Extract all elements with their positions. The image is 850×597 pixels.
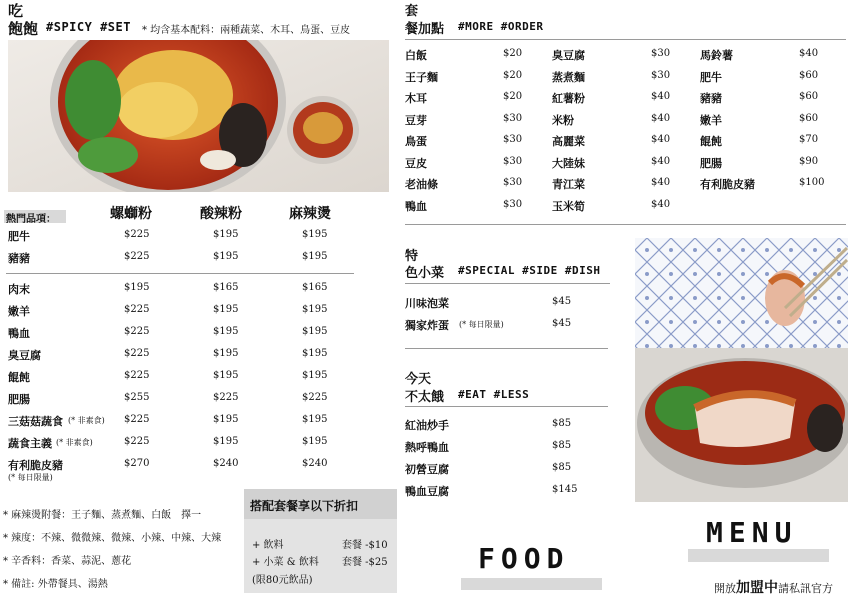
item-price: $195 [213,326,239,337]
less-title-2: 不太餓 [405,390,445,405]
combo-row-drink-value: 套餐 -$10 [342,540,388,551]
addon-price: $40 [651,155,671,167]
addon-name: 餛飩 [700,135,722,148]
addon-name: 肥牛 [700,70,722,84]
franchise-post: 請私訊官方 [778,582,833,595]
col-header-malatang: 麻辣燙 [289,206,331,222]
addon-tags: #MORE #ORDER [458,20,544,33]
less-tags: #EAT #LESS [458,388,530,401]
item-price: $225 [124,436,150,447]
special-title-1: 特 [405,249,419,264]
combo-note: (限80元飲品) [252,575,313,586]
franchise-highlight: 加盟中 [736,580,778,596]
item-price: $195 [302,229,328,240]
item-price: $225 [124,229,150,240]
addon-price: $20 [503,69,523,81]
less-rule [405,406,608,407]
item-price: $240 [302,458,328,469]
item-price: $225 [213,392,239,403]
addon-name: 豬豬 [700,92,722,105]
item-price: $225 [124,326,150,337]
item-note: (* 非素食) [56,438,93,447]
special-price: $45 [552,296,572,307]
special-note: (* 每日限量) [459,320,504,329]
item-price: $225 [124,370,150,381]
addon-price: $40 [651,198,671,210]
item-price: $270 [124,458,150,469]
addon-name: 大陸妹 [552,156,585,170]
eat-tags: #SPICY #SET [46,20,131,34]
item-price: $195 [213,304,239,315]
item-price: $165 [302,282,328,293]
item-price: $195 [213,436,239,447]
addon-price: $20 [503,48,523,59]
table-divider [6,273,354,274]
special-name: 獨家炸蛋 [405,319,449,332]
less-name: 鴨血豆腐 [405,485,449,498]
eat-title-1: 吃 [8,2,24,20]
col-header-suanlafen: 酸辣粉 [200,206,242,222]
combo-row-drink-label: + 飲料 [252,540,284,551]
addon-name: 白飯 [405,49,427,62]
addon-name: 老油條 [405,178,438,191]
item-name: 肥牛 [8,230,30,243]
addon-top-rule [405,39,846,40]
less-title-1: 今天 [405,372,432,387]
addon-price: $40 [651,177,671,188]
addon-price: $100 [799,177,825,188]
special-name: 川味泡菜 [405,297,449,310]
addon-price: $60 [799,69,819,81]
item-price: $225 [124,414,150,425]
less-name: 紅油炒手 [405,419,449,432]
noodle-bowl-photo [8,40,389,192]
franchise-pre: 開放 [714,582,736,595]
less-price: $85 [552,462,572,473]
item-price: $225 [124,304,150,315]
addon-price: $90 [799,155,819,167]
addon-name: 王子麵 [405,70,438,84]
special-rule [405,283,610,284]
addon-name: 玉米筍 [552,199,585,213]
item-price: $195 [213,229,239,240]
combo-row-side-value: 套餐 -$25 [342,557,388,568]
addon-price: $40 [651,134,671,145]
item-name: 肉末 [8,283,30,296]
addon-price: $30 [503,198,523,210]
item-price: $195 [302,370,328,381]
addon-name: 有利脆皮豬 [700,178,755,191]
hot-items-label: 熱門品項： [6,214,56,225]
addon-price: $30 [503,155,523,167]
addon-price: $60 [799,91,819,102]
item-price: $195 [302,304,328,315]
less-name: 初營豆腐 [405,463,449,476]
footnote: * 辛香料：香菜、蒜泥、蔥花 [3,556,132,567]
addon-name: 青江菜 [552,178,585,191]
eat-note: * 均含基本配料：兩種蔬菜、木耳、鳥蛋、豆皮 [142,25,351,36]
special-tags: #SPECIAL #SIDE #DISH [458,264,601,277]
item-name: 餛飩 [8,371,30,384]
item-name: 鴨血 [8,327,30,340]
item-name: 蔬食主義 [8,437,52,450]
item-price: $255 [124,392,150,403]
item-name: 有利脆皮豬 [8,459,63,472]
item-note: (* 每日限量) [8,473,53,482]
special-title-2: 色小菜 [405,266,445,281]
item-price: $225 [124,348,150,359]
addon-name: 木耳 [405,92,427,105]
item-name: 豬豬 [8,252,30,265]
addon-price: $60 [799,112,819,124]
col-header-luosifen: 螺螄粉 [110,206,152,222]
addon-price: $40 [651,112,671,124]
addon-bottom-rule [405,224,846,225]
addon-name: 肥腸 [700,156,722,170]
item-price: $195 [302,436,328,447]
item-price: $195 [302,326,328,337]
food-label-bar [461,578,602,590]
addon-price: $70 [799,134,819,145]
item-price: $195 [302,251,328,262]
item-name: 肥腸 [8,393,30,406]
crispy-pork-photo [635,238,848,502]
item-price: $225 [124,251,150,262]
item-price: $195 [213,251,239,262]
addon-name: 紅薯粉 [552,92,585,105]
addon-price: $30 [651,69,671,81]
addon-name: 豆皮 [405,156,427,170]
food-label: FOOD [478,542,570,575]
addon-price: $30 [503,134,523,145]
addon-title-2: 餐加點 [405,22,445,37]
menu-label-bar [688,549,829,562]
less-price: $145 [552,484,578,495]
footnote: * 備註: 外帶餐具、湯熱 [3,579,108,590]
item-name: 嫩羊 [8,305,30,318]
item-price: $195 [302,414,328,425]
item-name: 臭豆腐 [8,349,41,362]
addon-name: 嫩羊 [700,113,722,127]
addon-title-1: 套 [405,4,419,19]
addon-price: $30 [503,177,523,188]
addon-name: 鴨血 [405,199,427,213]
less-price: $85 [552,440,572,451]
addon-price: $30 [503,112,523,124]
addon-name: 豆芽 [405,113,427,127]
addon-price: $40 [799,48,819,59]
item-price: $195 [124,282,150,293]
combo-title: 搭配套餐享以下折扣 [250,499,359,513]
addon-name: 蒸煮麵 [552,70,585,84]
menu-label: MENU [706,516,798,549]
item-price: $225 [302,392,328,403]
special-bottom-rule [405,348,608,349]
footnote: * 辣度：不辣、微微辣、微辣、小辣、中辣、大辣 [3,533,222,544]
eat-title-2: 飽飽 [8,20,39,38]
item-price: $195 [213,370,239,381]
item-note: (* 非素食) [68,416,105,425]
less-price: $85 [552,418,572,429]
item-name: 三菇菇蔬食 [8,415,63,428]
addon-price: $30 [651,48,671,59]
footnote: * 麻辣燙附餐：王子麵、蒸煮麵、白飯 擇一 [3,510,202,521]
addon-name: 臭豆腐 [552,49,585,62]
special-price: $45 [552,318,572,329]
item-price: $195 [213,348,239,359]
franchise-note [714,577,833,597]
item-price: $240 [213,458,239,469]
addon-name: 鳥蛋 [405,135,427,148]
item-price: $165 [213,282,239,293]
addon-name: 米粉 [552,113,574,127]
addon-name: 高麗菜 [552,135,585,148]
addon-price: $40 [651,91,671,102]
less-name: 熱呼鴨血 [405,441,449,454]
addon-name: 馬鈴薯 [700,49,733,62]
addon-price: $20 [503,91,523,102]
item-price: $195 [213,414,239,425]
item-price: $195 [302,348,328,359]
combo-row-side-label: + 小菜 & 飲料 [252,557,319,568]
